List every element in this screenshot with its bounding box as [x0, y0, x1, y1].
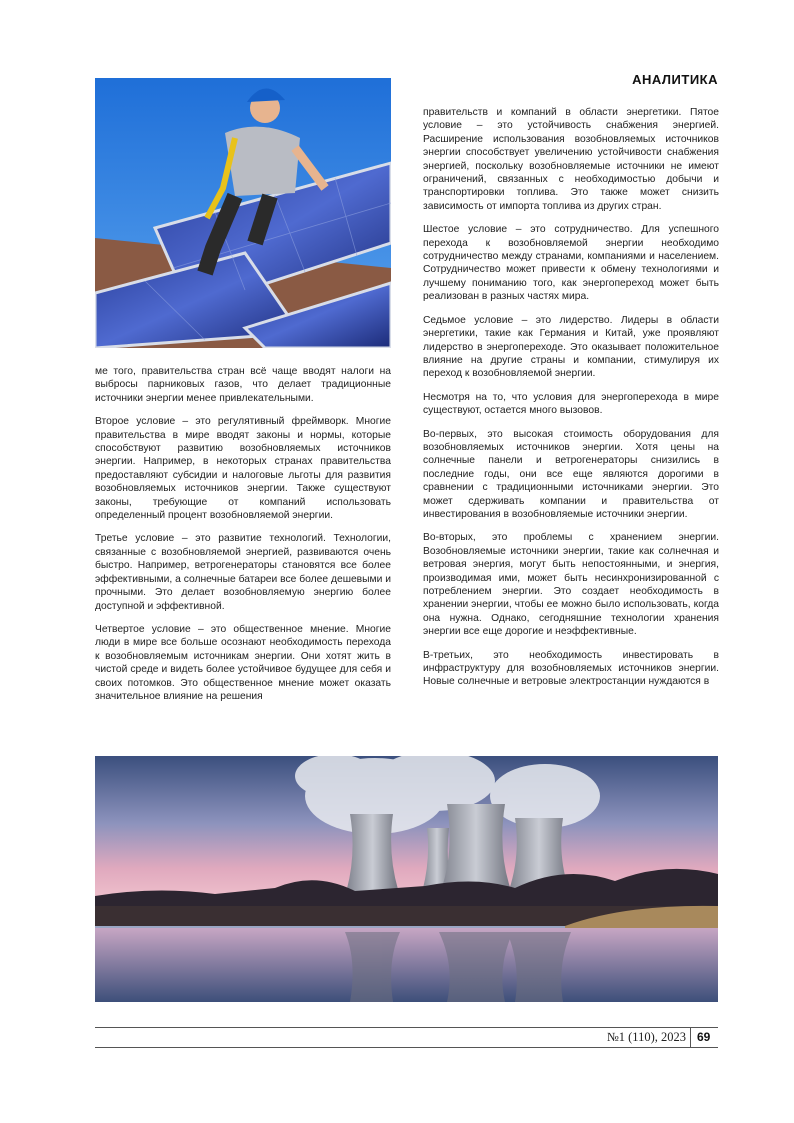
right-column	[423, 106, 719, 699]
paragraph: ме того, правительства стран всё чаще вводят налоги на выбросы парниковых газов, что делает традиционные источники энергии менее привлекательными.	[95, 366, 391, 404]
paragraph: Шестое условие – это сотрудничество. Для успешного перехода к возобновляемой энергии необходимо сотрудничество между странами, компаниями и населением. Сотрудничество может привести к обмену технологиями и лучшему пониманию того, как энергопереход может быть реализован в разных частях мира.	[423, 224, 719, 303]
paragraph: Несмотря на то, что условия для энергоперехода в мире существуют, остается много вызовов.	[423, 391, 719, 417]
solar-panel-photo	[95, 78, 391, 348]
footer-rule	[95, 1027, 718, 1028]
left-column	[95, 365, 391, 713]
paragraph: Седьмое условие – это лидерство. Лидеры в области энергетики, такие как Германия и Китай, уже проявляют лидерство в энергопереходе. Это оказывает положительное влияние на другие страны и компании, стимулируя их переход к возобновляемой энергии.	[423, 314, 719, 380]
issue-number: №1 (110), 2023	[606, 1030, 686, 1044]
cooling-towers-photo	[95, 756, 718, 1002]
paragraph: Во-первых, это высокая стоимость оборудования для возобновляемых источников энергии. Хотя цены на солнечные панели и ветрогенераторы снизились в последние годы, они все еще являются дорогими в сравнении с традиционными источниками энергии. Это может сдерживать компании и правительства от инвестирования в возобновляемые источники энергии.	[423, 428, 719, 520]
section-title: АНАЛИТИКА	[632, 72, 718, 87]
page-number: 69	[697, 1030, 711, 1044]
paragraph: В-третьих, это необходимость инвестировать в инфраструктуру для возобновляемых источников энергии. Новые солнечные и ветровые электростанции нуждаются в	[423, 649, 719, 688]
paragraph: Четвертое условие – это общественное мнение. Многие люди в мире все больше осознают необходимость перехода к возобновляемым источникам энергии. Они хотят жить в чистой среде и видеть более устойчивое будущее для себя и своих потомков. Это общественное мнение может оказать значительное влияние на решения	[95, 623, 391, 702]
paragraph: правительств и компаний в области энергетики. Пятое условие – это устойчивость снабжения энергией. Расширение использования возобновляемых источников энергии способствует увеличению устойчивости снабжения энергией, поскольку возобновляемые источники не имеют ограничений, связанных с необходимостью добычи и транспортировки топлива. Это также может снизить зависимость от импорта топлива из других стран.	[423, 107, 719, 212]
footer-divider	[690, 1027, 691, 1048]
paragraph: Третье условие – это развитие технологий. Технологии, связанные с возобновляемой энергией, развиваются очень быстро. Например, ветрогенераторы становятся все более эффективными, а солнечные батареи все более дешевыми и прочными. Это делает возобновляемую энергию более доступной и эффективной.	[95, 533, 391, 612]
paragraph: Второе условие – это регулятивный фреймворк. Многие правительства в мире вводят законы и нормы, которые способствуют развитию возобновляемых источников энергии. Например, в некоторых странах правительства предоставляют субсидии и налоговые льготы для развития возобновляемых источников энергии. Также существуют законы, требующие от компаний использовать определенный процент возобновляемой энергии.	[95, 416, 391, 522]
footer-rule	[95, 1047, 718, 1048]
paragraph: Во-вторых, это проблемы с хранением энергии. Возобновляемые источники энергии, такие как солнечная и ветровая энергия, могут быть непостоянными, и энергия, производимая ими, может быть несинхронизированной с потреблением энергии. Это создает необходимость в хранении энергии, чтобы ее можно было использовать, когда она нужна. Однако, сегодняшние технологии хранения энергии все еще дорогие и неэффективные.	[423, 532, 719, 638]
